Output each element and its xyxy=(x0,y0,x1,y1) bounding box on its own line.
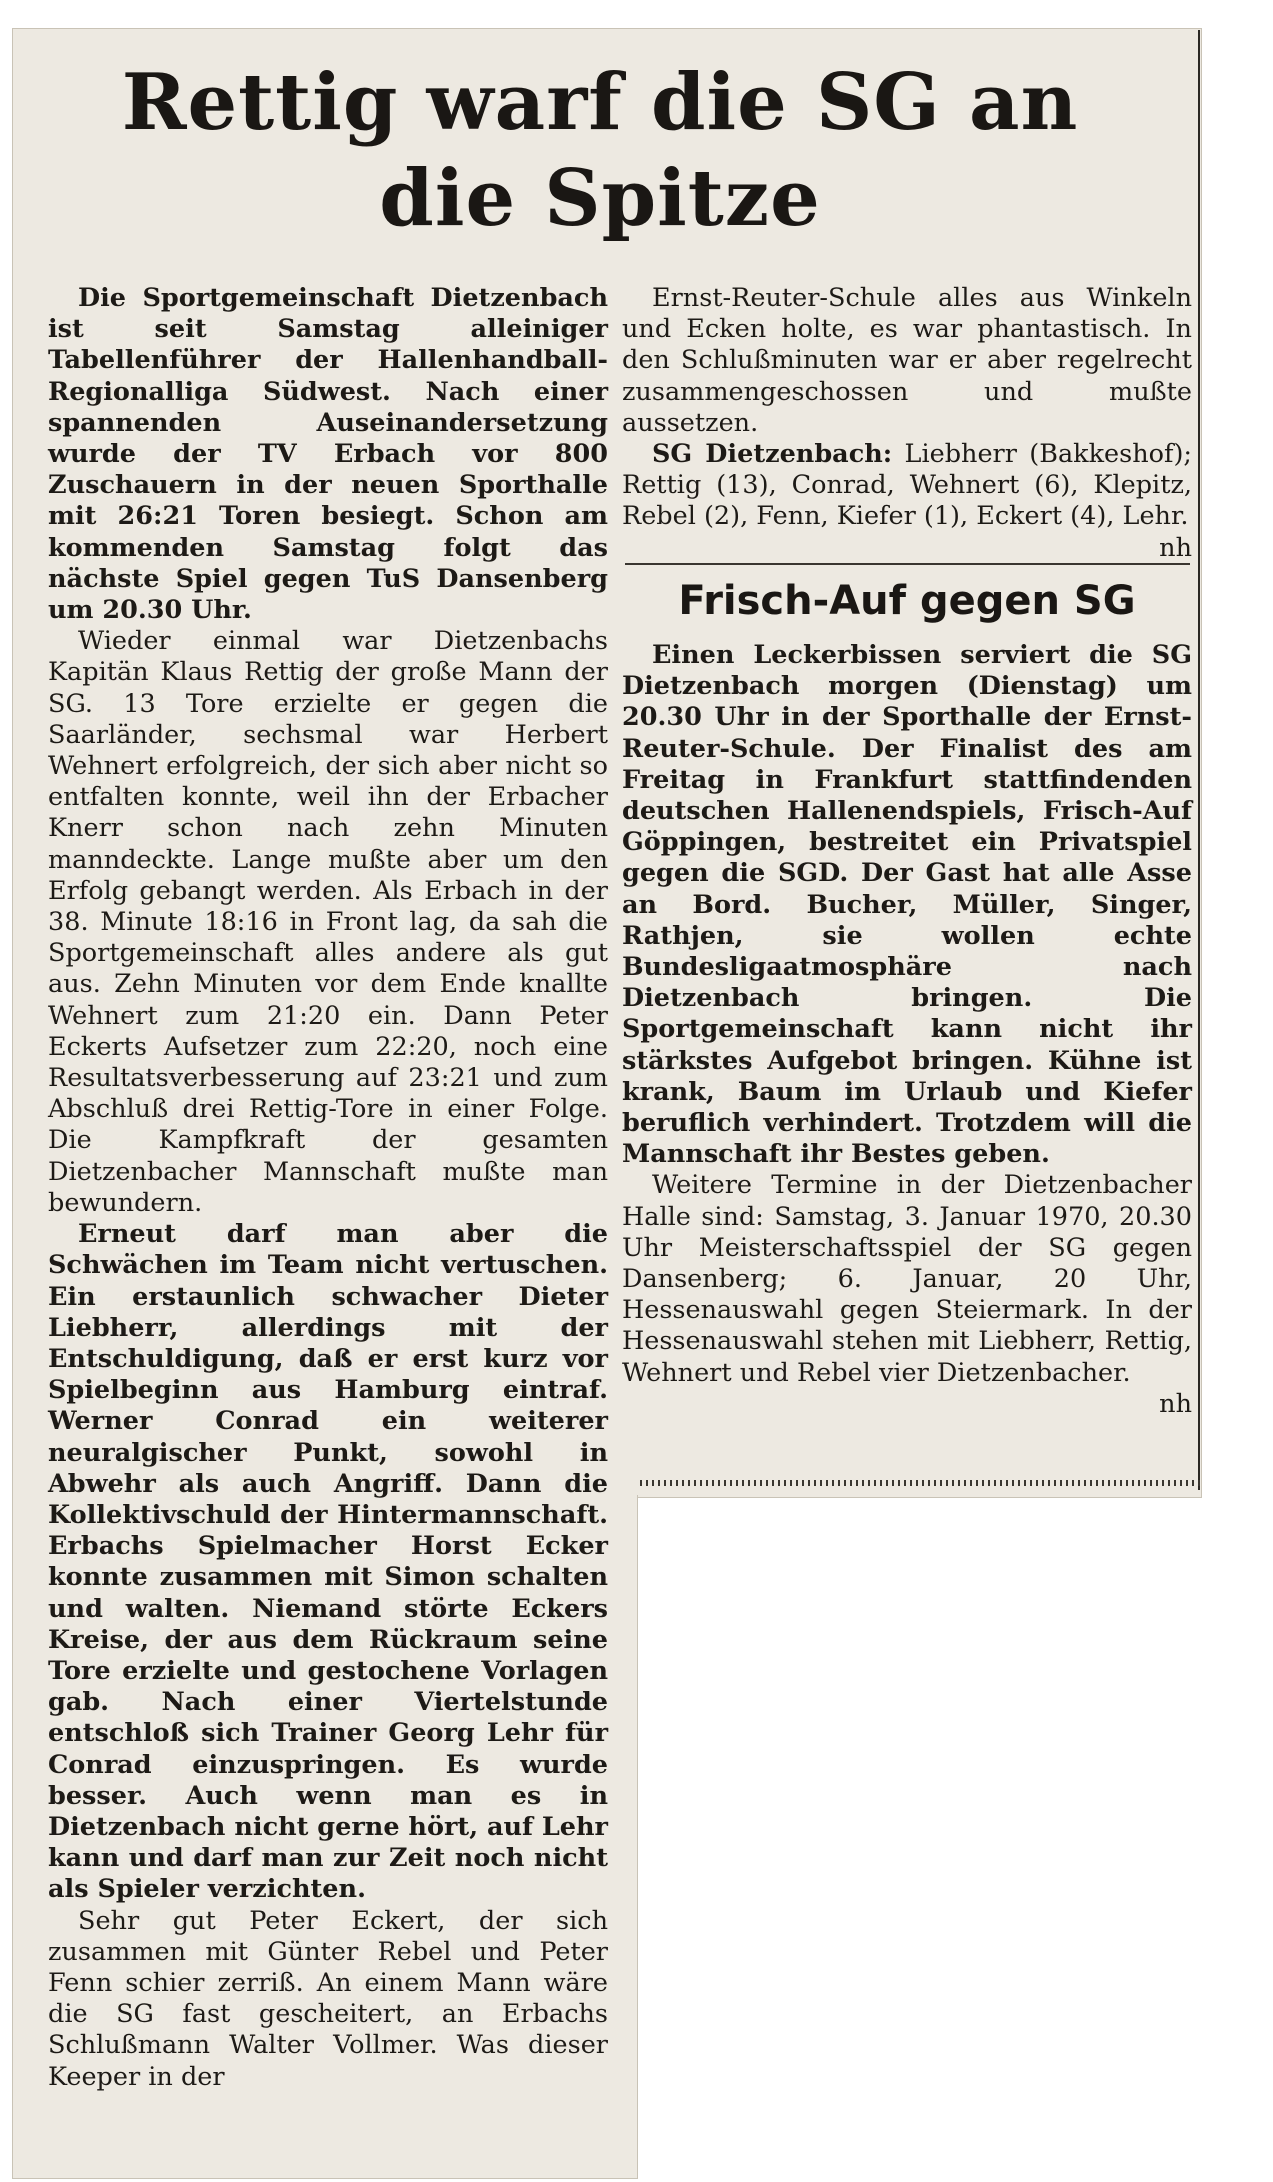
lineup-label: SG Dietzenbach: xyxy=(652,439,893,470)
article-column-1 xyxy=(48,283,608,2093)
article-column-2 xyxy=(622,283,1192,564)
lineup-paragraph xyxy=(622,439,1192,533)
sidebar-signature: nh xyxy=(1159,1388,1192,1419)
sidebar-paragraph: Einen Leckerbissen serviert die SG Dietzenbach morgen (Dienstag) um 20.30 Uhr in der Sporthalle der Ernst-Reuter-Schule. Der Finalist des am Freitag in Frankfurt stattfindenden deutschen Hallenendspiels, Frisch-Auf Göppingen, bestreitet ein Privatspiel gegen die SGD. Der Gast hat alle Asse an Bord. Bucher, Müller, Singer, Rathjen, sie wollen echte Bundesligaatmosphäre nach Dietzenbach bringen. Die Sportgemeinschaft kann nicht ihr stärkstes Aufgebot bringen. Kühne ist krank, Baum im Urlaub und Kiefer beruflich verhindert. Trotzdem will die Mannschaft ihr Bestes geben. xyxy=(622,640,1192,1170)
article-paragraph: Erneut darf man aber die Schwächen im Team nicht vertuschen. Ein erstaunlich schwacher Dieter Liebherr, allerdings mit der Entschuldigung, daß er erst kurz vor Spielbeginn aus Hamburg eintraf. Werner Conrad ein weiterer neuralgischer Punkt, sowohl in Abwehr als auch Angriff. Dann die Kollektivschuld der Hintermannschaft. Erbachs Spielmacher Horst Ecker konnte zusammen mit Simon schalten und walten. Niemand störte Eckers Kreise, der aus dem Rückraum seine Tore erzielte und gestochene Vorlagen gab. Nach einer Viertelstunde entschloß sich Trainer Georg Lehr für Conrad einzuspringen. Es wurde besser. Auch wenn man es in Dietzenbach nicht gerne hört, auf Lehr kann und darf man zur Zeit noch nicht als Spieler verzichten. xyxy=(48,1219,608,1905)
section-divider xyxy=(625,563,1190,565)
sidebar-paragraph: Weitere Termine in der Dietzenbacher Halle sind: Samstag, 3. Januar 1970, 20.30 Uhr Meisterschaftsspiel der SG gegen Dansenberg; 6. Januar, 20 Uhr, Hessenauswahl gegen Steiermark. In der Hessenauswahl stehen mit Liebherr, Rettig, Wehnert und Rebel vier Dietzenbacher. xyxy=(622,1170,1192,1388)
sidebar-headline: Frisch-Auf gegen SG xyxy=(678,578,1136,624)
bottom-dashed-rule xyxy=(640,1480,1200,1486)
author-signature: nh xyxy=(1159,532,1192,563)
article-paragraph: Ernst-Reuter-Schule alles aus Winkeln und Ecken holte, es war phantastisch. In den Schlußminuten war er aber regelrecht zusammengeschossen und mußte aussetzen. xyxy=(622,283,1192,438)
sidebar-column xyxy=(622,640,1192,1420)
column-rule xyxy=(1198,30,1200,1490)
article-paragraph: Sehr gut Peter Eckert, der sich zusammen mit Günter Rebel und Peter Fenn schier zerriß. An einem Mann wäre die SG fast gescheitert, an Erbachs Schlußmann Walter Vollmer. Was dieser Keeper in der xyxy=(48,1905,608,2092)
lineup-text: Liebherr (Bakkeshof); Rettig (13), Conrad, Wehnert (6), Klepitz, Rebel (2), Fenn, Kiefer (1), Eckert (4), Lehr. xyxy=(622,439,1192,532)
article-lead-paragraph: Die Sportgemeinschaft Dietzenbach ist seit Samstag alleiniger Tabellenführer der Hallenhandball-Regionalliga Südwest. Nach einer spannenden Auseinandersetzung wurde der TV Erbach vor 800 Zuschauern in der neuen Sporthalle mit 26:21 Toren besiegt. Schon am kommenden Samstag folgt das nächste Spiel gegen TuS Dansenberg um 20.30 Uhr. xyxy=(48,283,608,626)
article-paragraph: Wieder einmal war Dietzenbachs Kapitän Klaus Rettig der große Mann der SG. 13 Tore erzielte er gegen die Saarländer, sechsmal war Herbert Wehnert erfolgreich, der sich aber nicht so entfalten konnte, weil ihn der Erbacher Knerr schon nach zehn Minuten manndeckte. Lange mußte aber um den Erfolg gebangt werden. Als Erbach in der 38. Minute 18:16 in Front lag, da sah die Sportgemeinschaft alles andere als gut aus. Zehn Minuten vor dem Ende knallte Wehnert zum 21:20 ein. Dann Peter Eckerts Aufsetzer zum 22:20, noch eine Resultatsverbesserung auf 23:21 und zum Abschluß drei Rettig-Tore in einer Folge. Die Kampfkraft der gesamten Dietzenbacher Mannschaft mußte man bewundern. xyxy=(48,626,608,1218)
article-headline: Rettig warf die SG an die Spitze xyxy=(121,57,1079,244)
